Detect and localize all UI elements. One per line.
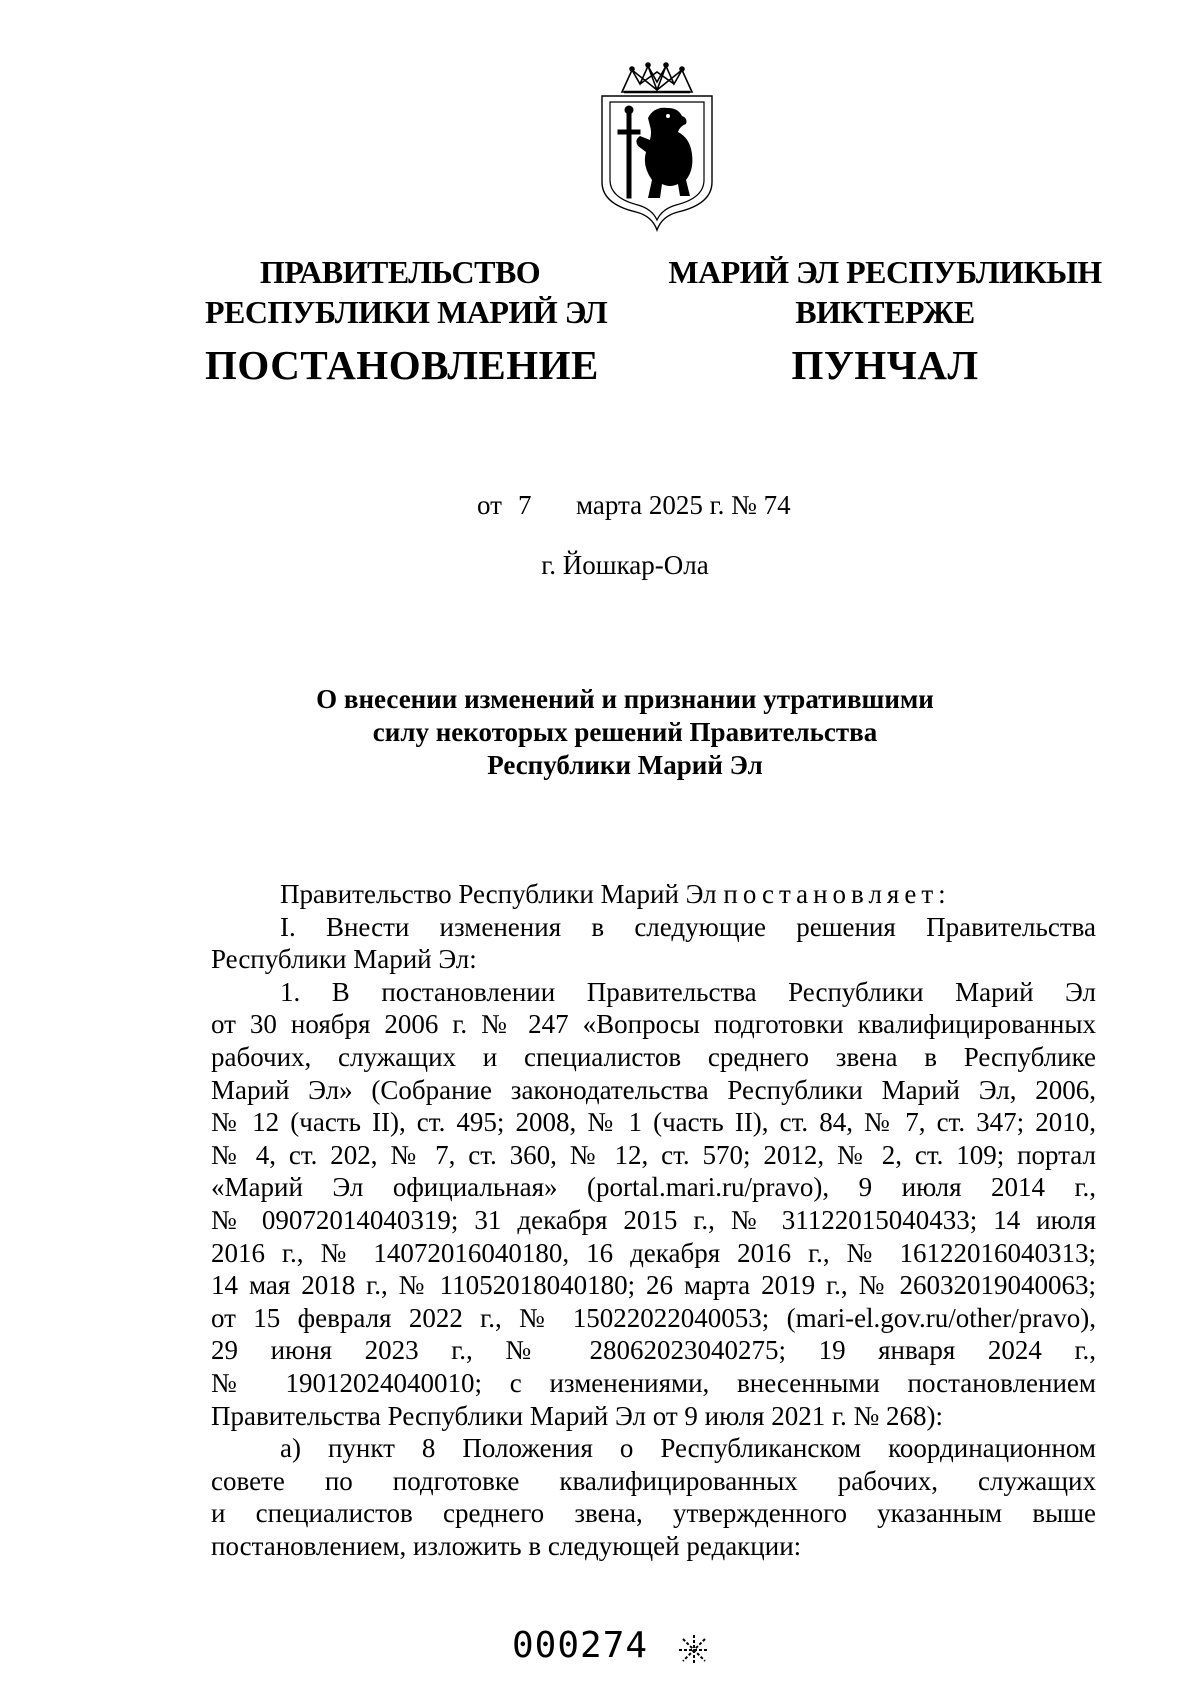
item-1-line: рабочих, служащих и специалистов среднего звена в Республике <box>211 1041 1096 1072</box>
city-name: г. Йошкар-Ола <box>541 550 709 580</box>
item-1-line: от 30 ноября 2006 г. № 247 «Вопросы подготовки квалифицированных <box>211 1009 1096 1040</box>
document-date <box>477 490 791 521</box>
header-left-line1: ПРАВИТЕЛЬСТВО <box>259 254 541 290</box>
item-a-line: совете по подготовке квалифицированных рабочих, служащих <box>211 1465 1096 1496</box>
item-1-line: № 19012024040010; с изменениями, внесенными постановлением <box>211 1367 1096 1398</box>
document-number: 74 <box>763 490 791 520</box>
mari-el-coat-of-arms-icon <box>598 62 716 232</box>
document-body <box>211 878 1096 1562</box>
item-a-line: а) пункт 8 Положения о Республиканском координационном <box>280 1433 1096 1464</box>
item-1-line: Марий Эл» (Собрание законодательства Республики Марий Эл, 2006, <box>211 1074 1096 1105</box>
header-right <box>665 252 1105 390</box>
date-prefix: от <box>477 490 502 520</box>
section-i-line: I. Внести изменения в следующие решения Правительства <box>280 911 1096 942</box>
header-left-title: ПОСТАНОВЛЕНИЕ <box>205 342 599 388</box>
header-right-line2: ВИКТЕРЖЕ <box>795 294 975 330</box>
header-left-line2: РЕСПУБЛИКИ МАРИЙ ЭЛ <box>205 294 608 330</box>
item-1-line: № 09072014040319; 31 декабря 2015 г., № 31122015040433; 14 июля <box>211 1204 1096 1235</box>
item-1-line: 2016 г., № 14072016040180, 16 декабря 2016 г., № 16122016040313; <box>211 1237 1096 1268</box>
item-1-line: № 4, ст. 202, № 7, ст. 360, № 12, ст. 570; 2012, № 2, ст. 109; портал <box>211 1139 1096 1170</box>
document-subject <box>0 683 1200 782</box>
item-1-line: Правительства Республики Марий Эл от 9 июля 2021 г. № 268): <box>211 1400 944 1431</box>
header-right-title: ПУНЧАЛ <box>791 342 979 388</box>
subject-line: О внесении изменений и признании утратившими <box>316 684 934 714</box>
item-1-line: «Марий Эл официальная» (portal.mari.ru/pravo), 9 июля 2014 г., <box>211 1172 1096 1203</box>
header-right-line1: МАРИЙ ЭЛ РЕСПУБЛИКЫН <box>668 254 1102 290</box>
item-1-line: № 12 (часть II), ст. 495; 2008, № 1 (часть II), ст. 84, № 7, ст. 347; 2010, <box>211 1107 1096 1138</box>
form-serial-number: 000274 <box>512 1625 649 1666</box>
section-i-line: Республики Марий Эл: <box>211 944 477 975</box>
date-day: 7 <box>517 490 532 520</box>
item-1-line: от 15 февраля 2022 г., № 15022022040053; (mari-el.gov.ru/other/pravo), <box>211 1302 1096 1333</box>
item-1-line: 1. В постановлении Правительства Республики Марий Эл <box>280 976 1096 1007</box>
intro-verb: постановляет: <box>723 879 951 909</box>
header-left <box>205 252 608 390</box>
subject-line: Республики Марий Эл <box>487 750 763 780</box>
subject-line: силу некоторых решений Правительства <box>372 717 878 747</box>
item-1-line: 14 мая 2018 г., № 11052018040180; 26 марта 2019 г., № 26032019040063; <box>211 1270 1096 1301</box>
intro-paragraph <box>211 878 1096 911</box>
item-1-line: 29 июня 2023 г., № 28062023040275; 19 января 2024 г., <box>211 1335 1096 1366</box>
date-month-year: марта 2025 г. № <box>575 490 757 520</box>
item-a-line: и специалистов среднего звена, утвержденного указанным выше <box>211 1498 1096 1529</box>
item-a-line: постановлением, изложить в следующей редакции: <box>211 1530 802 1561</box>
intro-lead: Правительство Республики Марий Эл <box>280 879 717 909</box>
asterisk-mark-icon <box>676 1632 712 1668</box>
